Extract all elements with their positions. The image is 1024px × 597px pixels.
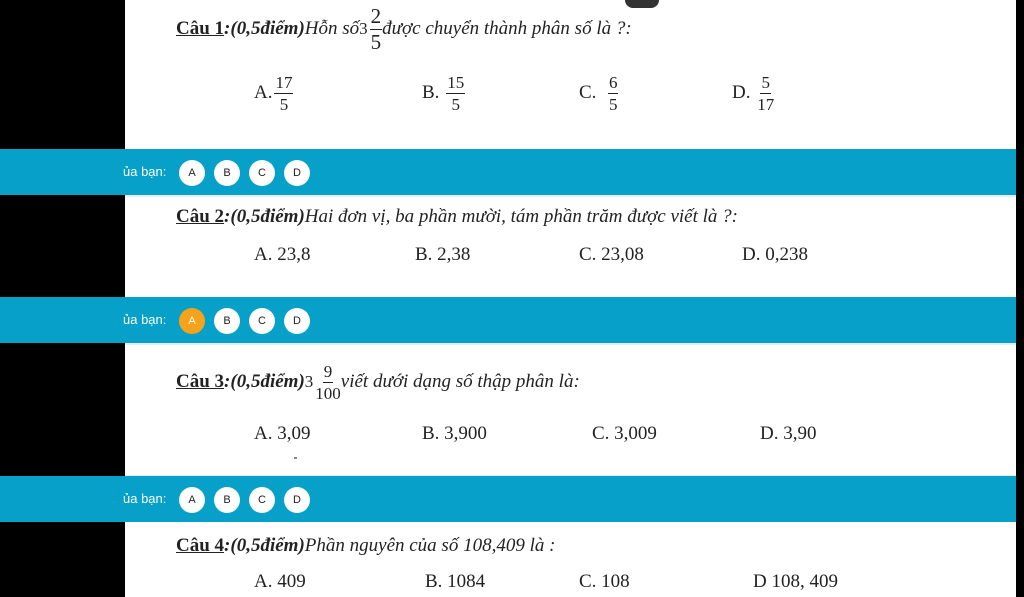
answer-choice-a-selected[interactable]: A — [179, 308, 205, 334]
question-1 — [176, 4, 632, 54]
option-2c: C. 23,08 — [579, 244, 644, 265]
question-1-points: :(0,5điểm) — [224, 18, 305, 39]
answer-bar-2 — [0, 297, 1016, 343]
answer-bar-label: ủa bạn: — [123, 312, 167, 327]
option-3b: B. 3,900 — [422, 423, 487, 444]
question-4 — [176, 535, 555, 557]
question-3 — [176, 355, 580, 409]
answer-bar-label: ủa bạn: — [123, 491, 167, 506]
option-3d: D. 3,90 — [760, 423, 817, 444]
option-1c: C. $\frac{6}{5}$ — [579, 72, 618, 114]
option-4d: D 108, 409 — [753, 571, 838, 592]
answer-choice-a[interactable]: A — [179, 160, 205, 186]
option-4c: C. 108 — [579, 571, 630, 592]
question-4-text: Phần nguyên của số 108,409 là : — [304, 535, 556, 556]
divider — [125, 195, 1016, 197]
answer-bar-3 — [0, 476, 1016, 522]
answer-choice-d[interactable]: D — [284, 308, 310, 334]
answer-choice-c[interactable]: C — [249, 308, 275, 334]
option-2a: A. 23,8 — [254, 244, 311, 265]
option-1d: D. $\frac{5}{17}$ — [732, 72, 775, 114]
option-3a: A. 3,09 — [254, 423, 311, 444]
top-overlay-button — [625, 0, 659, 8]
question-3-mixed-whole: 3 — [304, 372, 314, 391]
question-4-points: :(0,5điểm) — [224, 535, 305, 556]
answer-choice-c[interactable]: C — [249, 487, 275, 513]
right-edge-bar — [1016, 0, 1024, 597]
option-1b: B. $\frac{15}{5}$ — [422, 72, 465, 114]
question-4-label: Câu 4 — [176, 535, 225, 556]
option-4a: A. 409 — [254, 571, 306, 592]
question-3-label: Câu 3 — [176, 371, 225, 392]
question-1-mixed-whole: 3 — [359, 19, 368, 38]
divider — [125, 343, 1016, 345]
answer-bar-1 — [0, 149, 1016, 195]
option-4b: B. 1084 — [425, 571, 486, 592]
question-1-fraction: $\frac{2}{5}$ — [370, 3, 382, 54]
answer-choice-b[interactable]: B — [214, 160, 240, 186]
option-3c: C. 3,009 — [592, 423, 657, 444]
answer-choice-a[interactable]: A — [179, 487, 205, 513]
question-3-text-after: viết dưới dạng số thập phân là: — [340, 371, 580, 392]
answer-choice-b[interactable]: B — [214, 308, 240, 334]
question-3-fraction: $\frac{9}{100}$ — [315, 361, 341, 403]
answer-choice-d[interactable]: D — [284, 160, 310, 186]
question-2-points: :(0,5điểm) — [224, 206, 305, 227]
answer-choice-c[interactable]: C — [249, 160, 275, 186]
answer-bar-label: ủa bạn: — [123, 164, 167, 179]
question-3-points: :(0,5điểm) — [224, 371, 305, 392]
answer-choice-b[interactable]: B — [214, 487, 240, 513]
question-2-label: Câu 2 — [176, 206, 225, 227]
question-1-label: Câu 1 — [176, 18, 225, 39]
answer-choice-d[interactable]: D — [284, 487, 310, 513]
option-1a: A. $\frac{17}{5}$ — [254, 72, 293, 114]
question-2 — [176, 206, 738, 228]
question-1-text-after: được chuyển thành phân số là ?: — [382, 18, 632, 39]
option-2d: D. 0,238 — [742, 244, 808, 265]
option-2b: B. 2,38 — [415, 244, 471, 265]
question-1-text: Hỗn số — [304, 18, 360, 39]
question-2-text: Hai đơn vị, ba phần mười, tám phần trăm được viết là ?: — [304, 206, 738, 227]
stray-mark — [294, 457, 297, 459]
